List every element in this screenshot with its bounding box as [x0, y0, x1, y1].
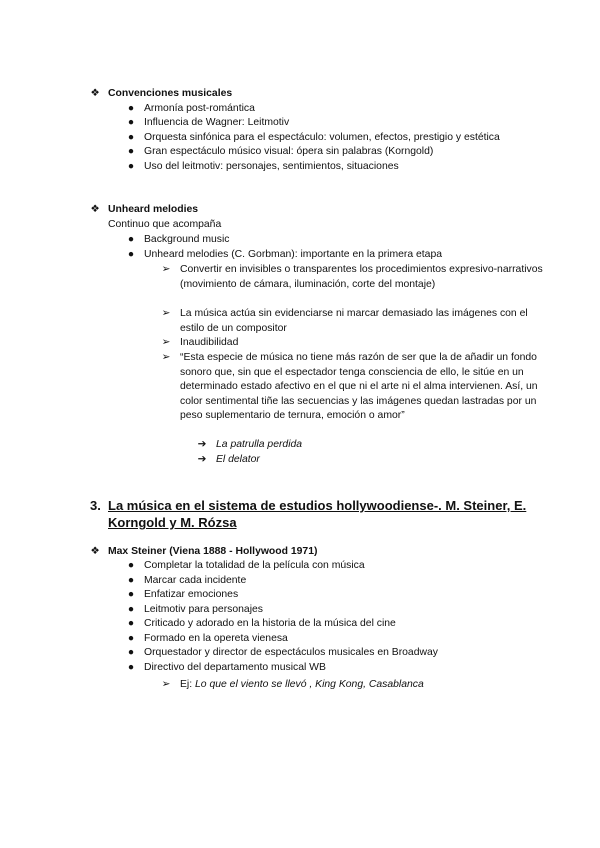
- bullet-icon: ●: [127, 633, 135, 644]
- example-films: Lo que el viento se llevó , King Kong, Casablanca: [195, 679, 424, 690]
- sub-list-item: Inaudibilidad: [180, 337, 239, 348]
- list-item: Gran espectáculo músico visual: ópera sin palabras (Korngold): [144, 146, 434, 157]
- bullet-icon: ●: [127, 161, 135, 172]
- arrowhead-bullet-icon: ➢: [161, 679, 171, 690]
- list-item: Unheard melodies (C. Gorbman): importante en la primera etapa: [144, 249, 443, 260]
- diamond-bullet-icon: ❖: [90, 88, 100, 99]
- list-item: Leitmotiv para personajes: [144, 604, 263, 615]
- list-item: Orquesta sinfónica para el espectáculo: volumen, efectos, prestigio y estética: [144, 132, 500, 143]
- arrowhead-bullet-icon: ➢: [161, 264, 171, 275]
- arrowhead-bullet-icon: ➢: [161, 308, 171, 319]
- section-number: 3.: [90, 498, 101, 513]
- arrow-right-icon: ➔: [197, 439, 207, 450]
- list-item: Enfatizar emociones: [144, 589, 239, 600]
- bullet-icon: ●: [127, 103, 135, 114]
- section-heading: Unheard melodies: [108, 204, 199, 215]
- list-item: Marcar cada incidente: [144, 575, 247, 586]
- list-item: Directivo del departamento musical WB: [144, 662, 326, 673]
- arrowhead-bullet-icon: ➢: [161, 337, 171, 348]
- list-item: Completar la totalidad de la película con música: [144, 560, 365, 571]
- bullet-icon: ●: [127, 647, 135, 658]
- sub-list-item: La música actúa sin evidenciarse ni marcar demasiado las imágenes con el estilo de un compositor: [180, 308, 528, 334]
- list-item: Background music: [144, 234, 230, 245]
- bullet-icon: ●: [127, 662, 135, 673]
- diamond-bullet-icon: ❖: [90, 204, 100, 215]
- list-item: Formado en la opereta vienesa: [144, 633, 288, 644]
- list-item: Influencia de Wagner: Leitmotiv: [144, 117, 290, 128]
- list-item: Orquestador y director de espectáculos musicales en Broadway: [144, 647, 438, 658]
- section-heading: Convenciones musicales: [108, 88, 233, 99]
- film-title: El delator: [216, 454, 260, 465]
- bullet-icon: ●: [127, 589, 135, 600]
- section-title-line2: Korngold y M. Rózsa: [108, 515, 237, 530]
- list-item: Uso del leitmotiv: personajes, sentimientos, situaciones: [144, 161, 399, 172]
- subsection-heading: Max Steiner (Viena 1888 - Hollywood 1971): [108, 546, 318, 557]
- bullet-icon: ●: [127, 560, 135, 571]
- intro-text: Continuo que acompaña: [108, 219, 222, 230]
- film-title: La patrulla perdida: [216, 439, 303, 450]
- example-line: [180, 678, 424, 692]
- sub-list-item: Convertir en invisibles o transparentes los procedimientos expresivo-narrativos (movimiento de cámara, iluminación, corte del montaje): [180, 264, 543, 290]
- bullet-icon: ●: [127, 618, 135, 629]
- bullet-icon: ●: [127, 604, 135, 615]
- bullet-icon: ●: [127, 234, 135, 245]
- diamond-bullet-icon: ❖: [90, 546, 100, 557]
- bullet-icon: ●: [127, 117, 135, 128]
- arrowhead-bullet-icon: ➢: [161, 352, 171, 363]
- quote-item: “Esta especie de música no tiene más razón de ser que la de añadir un fondo sonoro que, sin que el espectador tenga consciencia de ello, le sitúe en un determinado estado afectivo en el que ni el arte ni el alma intervienen. Así, un color sentimental tiñe las secuencias y las imágenes quedan lastradas por un peso suplementario de ternura, emoción o amor”: [180, 352, 538, 421]
- bullet-icon: ●: [127, 146, 135, 157]
- list-item: Criticado y adorado en la historia de la música del cine: [144, 618, 396, 629]
- list-item: Armonía post-romántica: [144, 103, 255, 114]
- bullet-icon: ●: [127, 575, 135, 586]
- example-prefix: Ej:: [180, 679, 196, 690]
- section-title-line1: La música en el sistema de estudios hollywoodiense-. M. Steiner, E.: [108, 498, 527, 513]
- arrow-right-icon: ➔: [197, 454, 207, 465]
- bullet-icon: ●: [127, 132, 135, 143]
- bullet-icon: ●: [127, 249, 135, 260]
